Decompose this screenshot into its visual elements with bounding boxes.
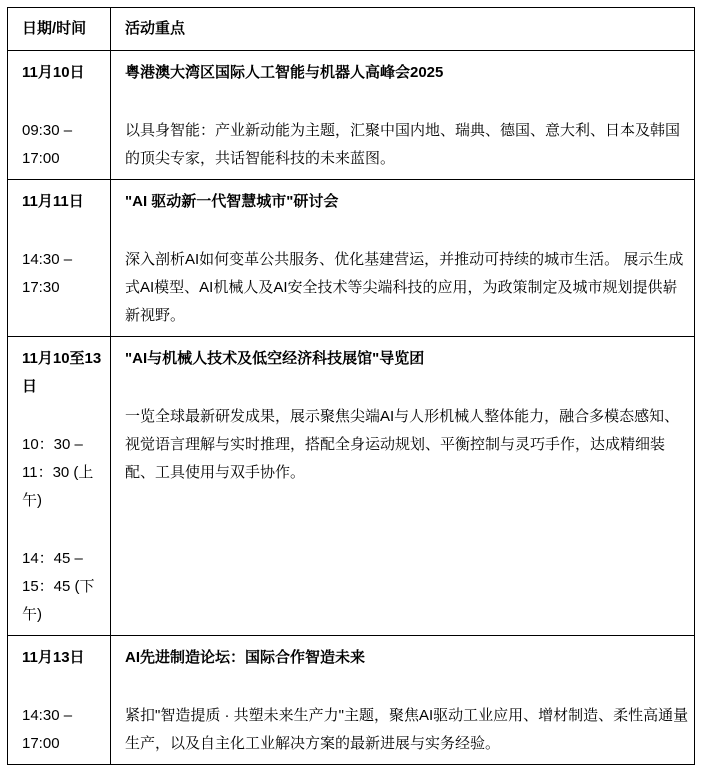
table-row (8, 51, 695, 180)
event-title: AI先进制造论坛：国际合作智造未来 (125, 649, 366, 666)
table-row (8, 337, 695, 636)
event-date: 11月13日 (22, 649, 85, 666)
date-cell (8, 51, 111, 180)
date-cell (8, 337, 111, 636)
event-title: 粤港澳大湾区国际人工智能与机器人高峰会2025 (125, 64, 444, 81)
event-description: 紧扣"智造提质 · 共塑未来生产力"主题，聚焦AI驱动工业应用、增材制造、柔性高通量生产，以及自主化工业解决方案的最新进展与实务经验。 (125, 707, 689, 752)
event-time: 09:30 – 17:00 (22, 122, 73, 167)
activity-cell (111, 636, 695, 765)
date-cell (8, 636, 111, 765)
event-schedule-table (7, 7, 695, 765)
event-description: 以具身智能：产业新动能为主题，汇聚中国内地、瑞典、德国、意大利、日本及韩国的顶尖专家，共话智能科技的未来蓝图。 (125, 122, 681, 167)
header-activity: 活动重点 (111, 8, 695, 51)
event-date: 11月10至13日 (22, 350, 102, 395)
event-time: 10：30 – 11：30 (上午) (22, 436, 94, 509)
event-time: 14:30 – 17:00 (22, 707, 73, 752)
event-title: "AI 驱动新一代智慧城市"研讨会 (125, 193, 339, 210)
event-title: "AI与机械人技术及低空经济科技展馆"导览团 (125, 350, 425, 367)
event-description: 一览全球最新研发成果，展示聚焦尖端AI与人形机械人整体能力，融合多模态感知、视觉语言理解与实时推理，搭配全身运动规划、平衡控制与灵巧手作，达成精细装配、工具使用与双手协作。 (125, 408, 680, 481)
header-date-time: 日期/时间 (8, 8, 111, 51)
table-row (8, 636, 695, 765)
event-date: 11月10日 (22, 64, 85, 81)
header-row (8, 8, 695, 51)
activity-cell (111, 51, 695, 180)
activity-cell (111, 337, 695, 636)
event-date: 11月11日 (22, 193, 84, 210)
table-row (8, 180, 695, 337)
event-time: 14：45 – 15：45 (下午) (22, 550, 95, 623)
event-description: 深入剖析AI如何变革公共服务、优化基建营运，并推动可持续的城市生活。 展示生成式AI模型、AI机械人及AI安全技术等尖端科技的应用，为政策制定及城市规划提供崭新视野。 (125, 251, 684, 324)
event-time: 14:30 – 17:30 (22, 251, 73, 296)
date-cell (8, 180, 111, 337)
activity-cell (111, 180, 695, 337)
